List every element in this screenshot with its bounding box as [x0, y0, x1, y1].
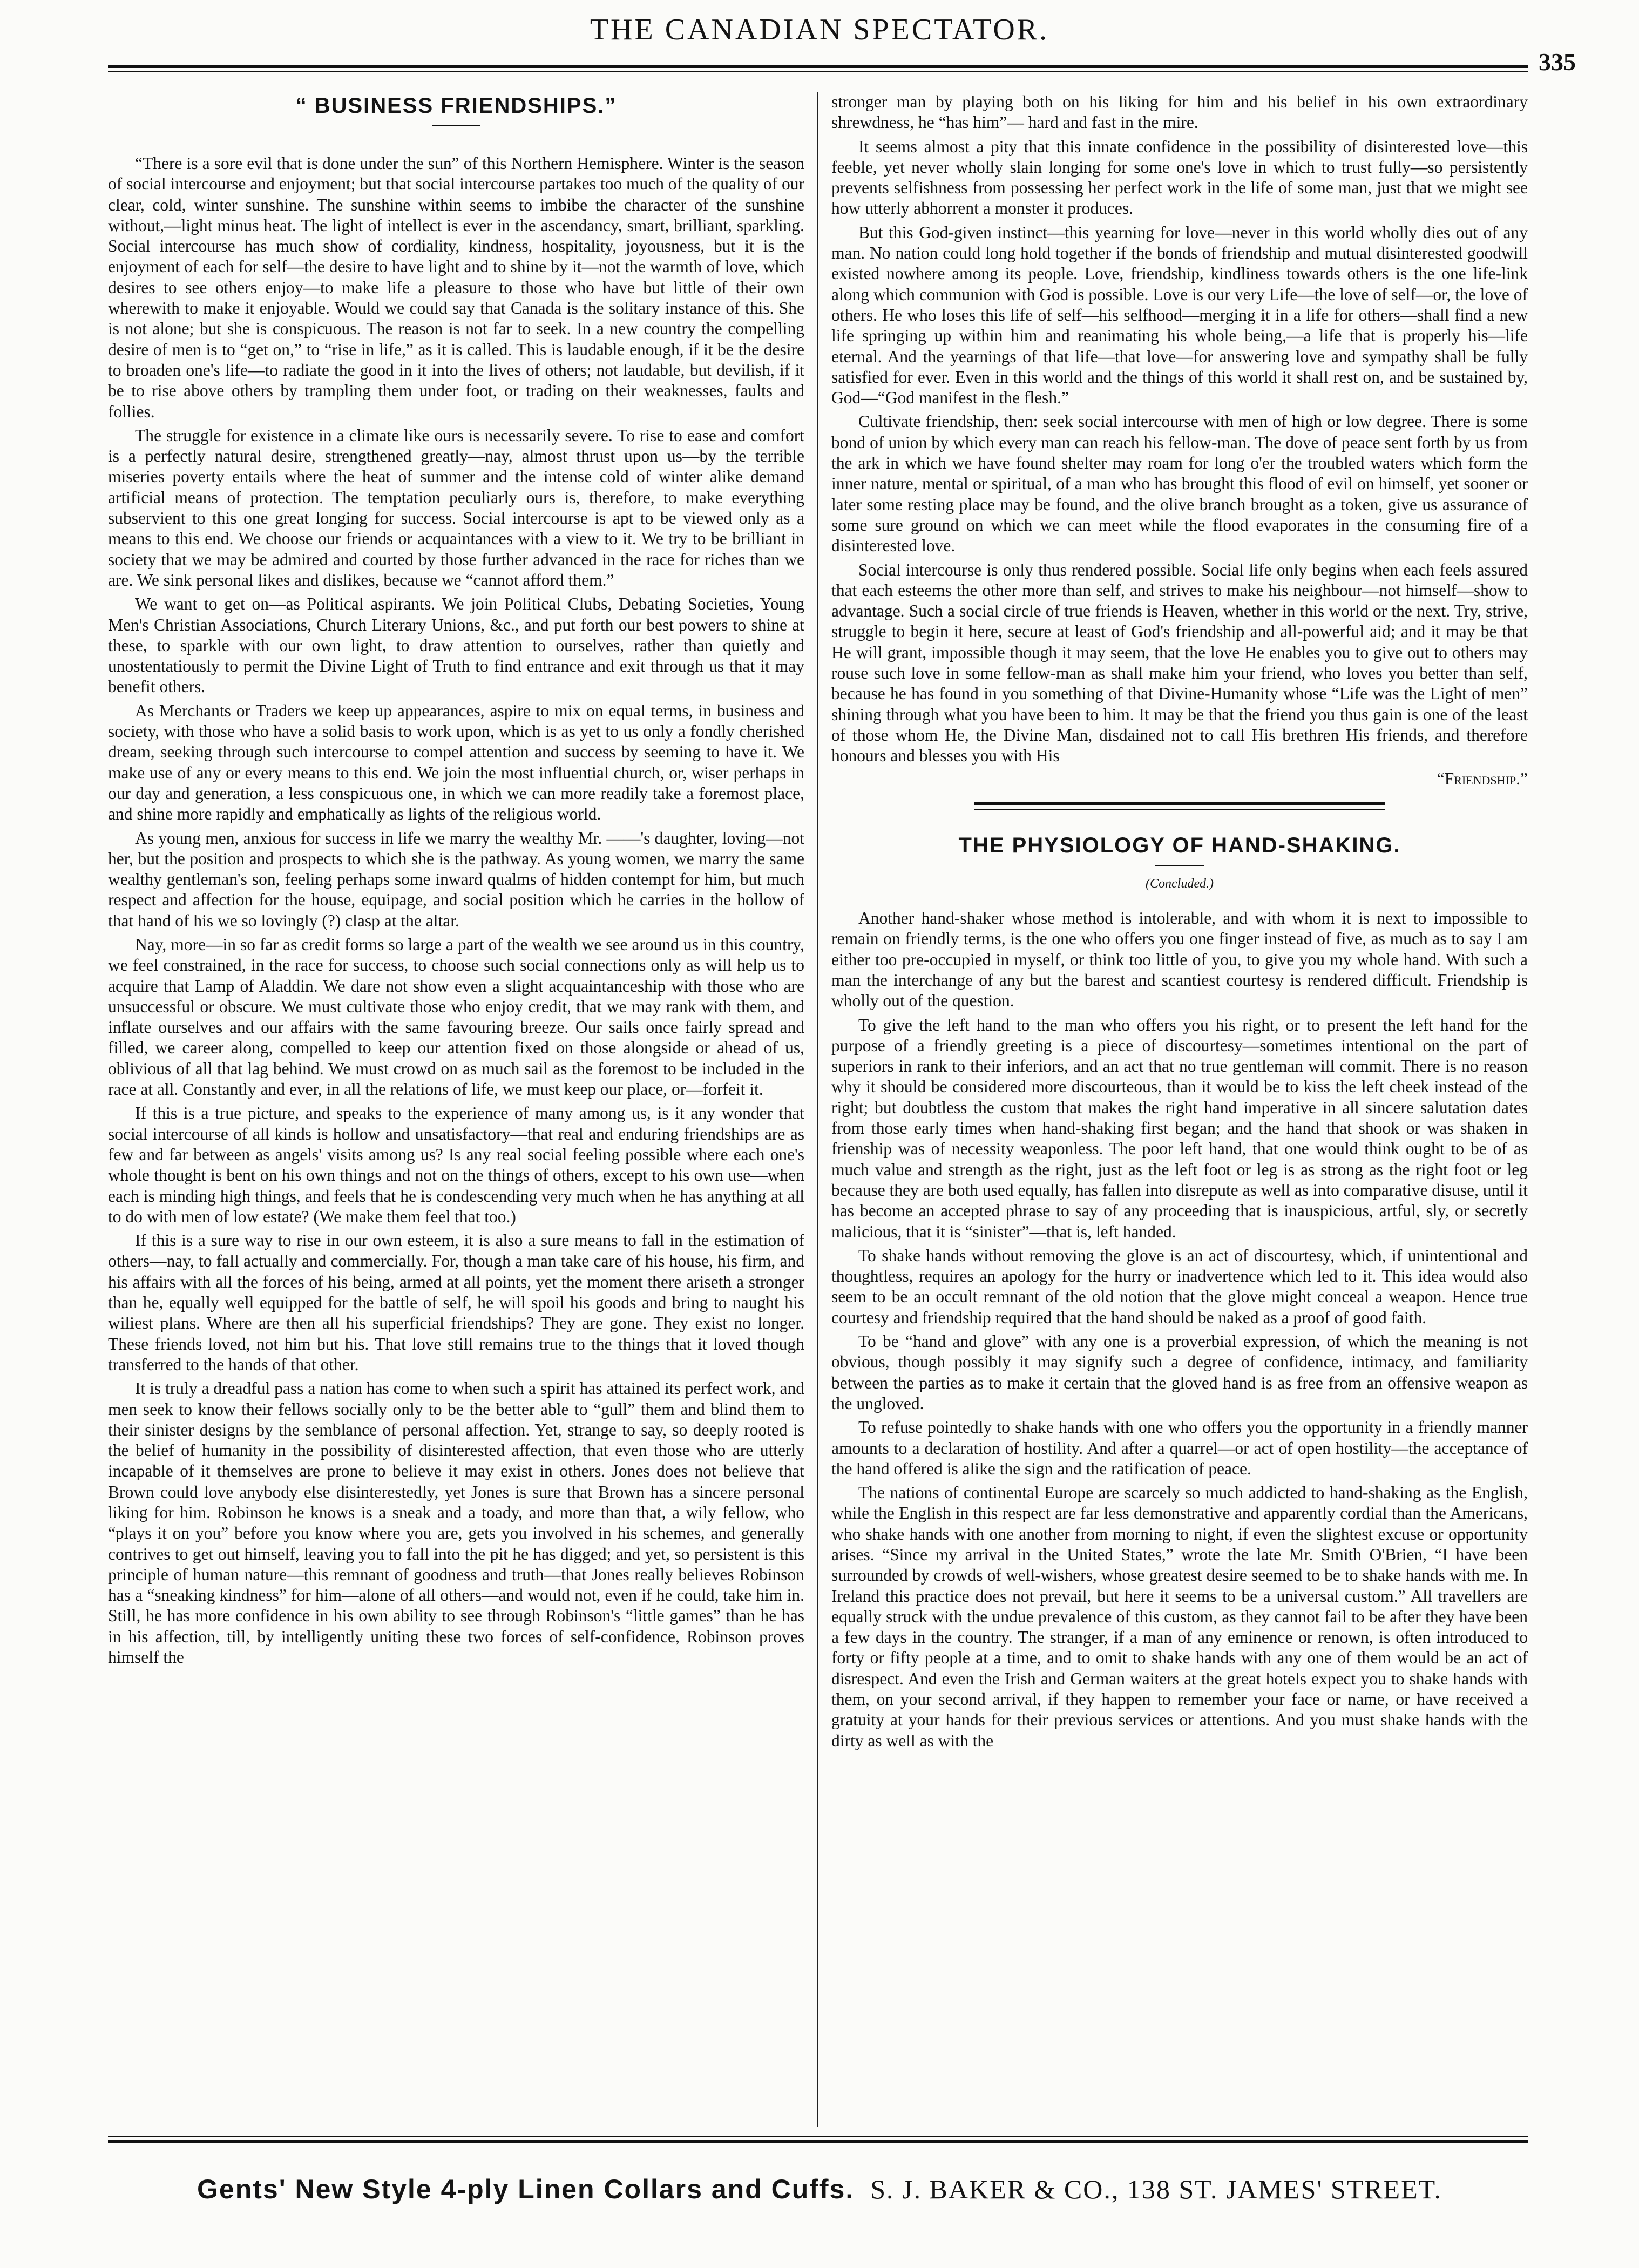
article-title-hand-shaking: THE PHYSIOLOGY OF HAND-SHAKING. — [958, 833, 1401, 857]
page-number: 335 — [1539, 48, 1576, 76]
paragraph: To be “hand and glove” with any one is a proverbial expression, of which the meaning is not obvious, though possibly it may signify such a degree of confidence, intimacy, and familiarity between the parties as to make it certain that the gloved hand is as free from an offensive weapon as the ungloved. — [831, 1332, 1528, 1413]
paragraph: The struggle for existence in a climate like ours is necessarily severe. To rise to ease and comfort is a perfectly natural desire, strengthened greatly—nay, almost thrust upon us—by the terrible miseries poverty entails where the heat of summer and the intense cold of winter alike demand artificial means of protection. The temptation peculiarly ours is, therefore, to make everything subservient to this one great longing for success. Social intercourse is apt to be viewed only as a means to this end. We choose our friends or acquaintances with a view to it. We try to be brilliant in society that we may be admired and courted by those further advanced in the race for riches than we are. We sink personal likes and dislikes, because we “cannot afford them.” — [108, 425, 804, 590]
paragraph: As Merchants or Traders we keep up appearances, aspire to mix on equal terms, in business and society, with those who have a solid basis to work upon, which is as yet to us only a fondly cherished dream, seeking through such intercourse to compel attention and success by seeming to have it. We make use of any or every means to this end. We join the most influential church, or, wiser perhaps in our day and generation, a less conspicuous one, in which we can more readily take a foremost place, and shine more rapidly and emphatically as lights of the religious world. — [108, 701, 804, 824]
paragraph: Another hand-shaker whose method is intolerable, and with whom it is next to impossible to remain on friendly terms, is the one who offers you one finger instead of five, as much as to say I am either too pre-occupied in myself, or think too little of you, to give you my whole hand. With such a man the interchange of any but the barest and scantiest courtesy is rendered difficult. Friendship is wholly out of the question. — [831, 909, 1528, 1011]
article-subtitle: (Concluded.) — [1146, 876, 1214, 891]
footer-advertisement — [0, 2165, 1639, 2213]
paragraph: We want to get on—as Political aspirants. We join Political Clubs, Debating Societies, Young Men's Christian Associations, Church Literary Unions, &c., and put forth our best powers to shine at these, to sparkle with our own light, to draw attention to ourselves, rather than quietly and unostentatiously to permit the Divine Light of Truth to find entrance and exit through us that it may benefit others. — [108, 594, 804, 696]
paragraph: As young men, anxious for success in life we marry the wealthy Mr. ——'s daughter, loving—not her, but the position and prospects to which she is the pathway. As young women, we marry the same wealthy gentleman's son, feeling perhaps some inward qualms of hidden contempt for him, but much respect and affection for the house, equipage, and social position which he carries in the hollow of that hand of his we so lovingly (?) clasp at the altar. — [108, 828, 804, 930]
paragraph: If this is a sure way to rise in our own esteem, it is also a sure means to fall in the estimation of others—nay, to fall actually and commercially. For, though a man take care of his house, his firm, and his affairs with all the forces of his being, armed at all points, yet the moment there ariseth a stronger than he, equally well equipped for the battle of self, he will spoil his goods and bring to naught his wiliest plans. Where are then all his superficial friendships? They are gone. They exist no longer. These friends loved, not him but his. That love still remains true to the things that it loved though transferred to the hands of that other. — [108, 1231, 804, 1374]
paragraph: If this is a true picture, and speaks to the experience of many among us, is it any wonder that social intercourse of all kinds is hollow and unsatisfactory—that real and enduring friendships are as few and far between as angels' visits among us? Is any real social feeling possible where each one's whole thought is bent on his own things and not on the things of others, except to his own use—when each is minding high things, and feels that he is condescending very much when he has anything at all to do with men of low estate? (We make them feel that too.) — [108, 1103, 804, 1226]
section-separator — [974, 802, 1385, 810]
footer-rule-thin — [108, 2136, 1528, 2137]
left-column — [108, 92, 804, 2127]
article-title-business-friendships: “ BUSINESS FRIENDSHIPS.” — [295, 94, 617, 118]
title-rule — [432, 125, 480, 126]
paragraph: “There is a sore evil that is done under the sun” of this Northern Hemisphere. Winter is the season of social intercourse and enjoyment; but that social intercourse partakes too much of the quality of our clear, cold, winter sunshine. The sunshine within seems to imbibe the character of the sunshine without,—light minus heat. The light of intellect is ever in the ascendancy, smart, brilliant, sparkling. Social intercourse has much show of cordiality, kindness, hospitality, joyousness, but it is the enjoyment of each for self—the desire to have light and to shine by it—not the warmth of love, which desires to see others enjoy—to make life a pleasure to those who have but little of their own wherewith to make it enjoyable. Would we could say that Canada is the solitary instance of this. She is not alone; but she is conspicuous. The reason is not far to seek. In a new country the compelling desire of men is to “get on,” to “rise in life,” as it is called. This is laudable enough, if it be the desire to broaden one's life—to radiate the good in it into the lives of others; not laudable, but devilish, if it be to rise above others by trampling them under foot, or trading on their weaknesses, faults and follies. — [108, 154, 804, 421]
masthead-title: THE CANADIAN SPECTATOR. — [590, 13, 1049, 46]
footer-rule-thick — [108, 2140, 1528, 2143]
right-column — [831, 92, 1528, 2127]
paragraph: It seems almost a pity that this innate confidence in the possibility of disinterested love—this feeble, yet never wholly slain longing for some one's love in which to trust fully—so persistently prevents selfishness from possessing her perfect work in the life of some man, just that we might see how utterly abhorrent a monster it produces. — [831, 137, 1528, 218]
paragraph: The nations of continental Europe are scarcely so much addicted to hand-shaking as the English, while the English in this respect are far less demonstrative and apparently cordial than the Americans, who shake hands with one another from morning to night, if even the slightest excuse or opportunity arises. “Since my arrival in the United States,” wrote the late Mr. Smith O'Brien, “I have been surrounded by crowds of well-wishers, whose greatest desire seemed to be to shake hands with me. In Ireland this practice does not prevail, but here it seems to be a universal custom.” All travellers are equally struck with the undue prevalence of this custom, as they cannot fail to be after they have been a few days in the country. The stranger, if a man of any eminence or renown, is often introduced to forty or fifty people at a time, and to omit to shake hands with any one of them would be an act of disrespect. And even the Irish and German waiters at the great hotels expect you to shake hands with them, on your second arrival, if they happen to remember your face or name, or have received a gratuity at your hands for their previous services or attentions. And you must shake hands with the dirty as well as with the — [831, 1483, 1528, 1750]
title-rule — [1155, 865, 1204, 866]
article-signoff: “Friendship.” — [1437, 769, 1528, 788]
paragraph: To shake hands without removing the glove is an act of discourtesy, which, if unintentional and thoughtless, requires an apology for the hurry or inadvertence which led to it. This idea would also seem to be an occult remnant of the old notion that the glove might conceal a weapon. Hence true courtesy and friendship required that the hand should be naked as a proof of good faith. — [831, 1245, 1528, 1327]
paragraph: stronger man by playing both on his liking for him and his belief in his own extraordinary shrewdness, he “has him”— hard and fast in the mire. — [831, 92, 1528, 132]
masthead-rule-thick — [108, 65, 1528, 68]
paragraph: Cultivate friendship, then: seek social intercourse with men of high or low degree. There is some bond of union by which every man can reach his fellow-man. The dove of peace sent forth by us from the ark in which we have found shelter may roam for long o'er the troubled waters which form the inner nature, mental or spiritual, of a man who has brought this flood of evil on himself, yet sooner or later some resting place may be found, and the olive branch brought as a token, give us assurance of some sure ground on which we can meet while the flood evaporates in the consuming fire of a disinterested love. — [831, 412, 1528, 556]
paragraph: Social intercourse is only thus rendered possible. Social life only begins when each feels assured that each esteems the other more than self, and strives to make his neighbour—not himself—show to advantage. Such a social circle of true friends is Heaven, whether in this world or the next. Try, strive, struggle to begin it here, secure at least of God's friendship and all-powerful aid; and it may be that He will grant, impossible though it may seem, that the love He enables you to give out to others may rouse such love in some fellow-man as shall make him your friend, who loves you better than self, because he has found in you something of that Divine-Humanity whose “Life was the Light of men” shining through what you have been to him. It may be that the friend you thus gain is one of the least of those whom He, the Divine Man, disdained not to call His brethren His friends, and therefore honours and blesses you with His — [831, 560, 1528, 766]
column-divider — [817, 92, 818, 2127]
paragraph: Nay, more—in so far as credit forms so large a part of the wealth we see around us in this country, we feel constrained, in the race for success, to choose such social connections only as will help us to acquire that Lamp of Aladdin. We dare not show even a slight acquaintanceship with those who are unsuccessful or obscure. We must cultivate those who enjoy credit, that we may rank with them, and inflate ourselves and our affairs with the same favouring breeze. Our sails once fairly spread and filled, we career along, compelled to keep our attention fixed on those alongside or ahead of us, oblivious of all that lag behind. We must crowd on as much sail as the foremost to be included in the race at all. Constantly and ever, in all the relations of life, we must keep our place, or—forfeit it. — [108, 935, 804, 1099]
masthead-rule-thin — [108, 71, 1528, 72]
ad-collars-cuffs: Gents' New Style 4-ply Linen Collars and Cuffs. — [197, 2174, 855, 2204]
paragraph: To give the left hand to the man who offers you his right, or to present the left hand for the purpose of a friendly greeting is a piece of discourtesy—sometimes intentional on the part of superiors in rank to their inferiors, and an act that no true gentleman will commit. There is no reason why it should be considered more discourteous, than it would be to kiss the left cheek instead of the right; but doubtless the custom that makes the right hand imperative in all sincere salutation dates from those early times when hand-shaking first began; and the hand that shook or was shaken in frienship was of necessity weaponless. The poor left hand, that one would think ought to be of as much value and strength as the right, just as the left foot or leg is as strong as the right foot or leg because they are both used equally, has fallen into disrepute as well as into comparative disuse, until it has become an accepted phrase to say of any proceeding that is inauspicious, artful, sly, or secretly malicious, that it is “sinister”—that is, left handed. — [831, 1015, 1528, 1241]
ad-sj-baker: S. J. BAKER & CO., 138 ST. JAMES' STREET. — [870, 2174, 1442, 2204]
paragraph: But this God-given instinct—this yearning for love—never in this world wholly dies out of any man. No nation could long hold together if the bonds of friendship and mutual disinterested goodwill existed nowhere among its people. Love, friendship, kindliness towards others is the one life-link along which communion with God is possible. Love is our very Life—the love of self—or, the love of others. He who loses this life of self—his selfhood—merging it in a life for others—shall find a new life springing up within him and reanimating his whole being,—a life that is properly his—life eternal. And the yearnings of that life—that love—for answering love and sympathy shall be fully satisfied for ever. Even in this world and the things of this world it shall rest on, and be sustained by, God—“God manifest in the flesh.” — [831, 222, 1528, 408]
paragraph: It is truly a dreadful pass a nation has come to when such a spirit has attained its perfect work, and men seek to know their fellows socially only to be the better able to “gull” them and blind them to their sinister designs by the semblance of personal affection. Yet, strange to say, so deeply rooted is the belief of humanity in the possibility of disinterested affection, that even those who are utterly incapable of it themselves are prone to believe it may exist in others. Jones does not believe that Brown could love anybody else disinterestedly, yet Jones is sure that Brown has a sincere personal liking for him. Robinson he knows is a sneak and a toady, and more than that, a wily fellow, who “plays it on you” before you know where you are, gets you involved in his schemes, and generally contrives to get out himself, leaving you to fall into the pit he has digged; and yet, so persistent is this principle of human nature—this remnant of goodness and truth—that Jones really believes Robinson has a “sneaking kindness” for him—alone of all others—and would not, even if he could, take him in. Still, he has more confidence in his own ability to see through Robinson's “little games” than he has in his affection, till, by intelligently uniting these two forces of self-confidence, Robinson proves himself the — [108, 1379, 804, 1667]
paragraph: To refuse pointedly to shake hands with one who offers you the opportunity in a friendly manner amounts to a declaration of hostility. And after a quarrel—or act of open hostility—the acceptance of the hand offered is alike the sign and the ratification of peace. — [831, 1418, 1528, 1478]
